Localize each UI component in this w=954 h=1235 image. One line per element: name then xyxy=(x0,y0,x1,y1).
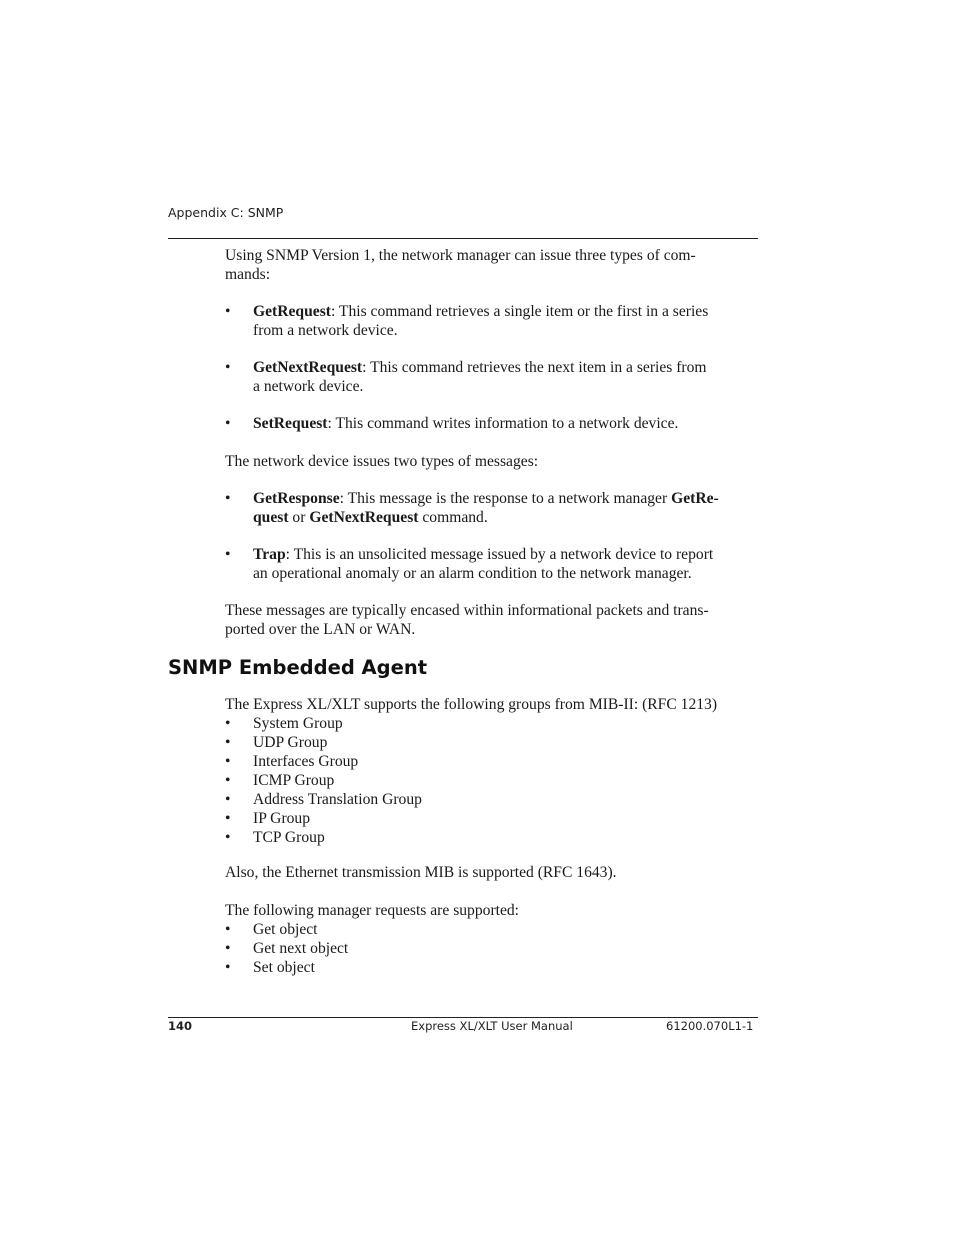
mib-group-item-label: Interfaces Group xyxy=(253,753,359,770)
ethernet-text: Also, the Ethernet transmission MIB is supported (RFC 1643). xyxy=(225,864,617,881)
encased-line-1: These messages are typically encased within informational packets and trans- xyxy=(225,602,709,619)
message-name: Trap xyxy=(253,546,286,563)
bullet-mark: • xyxy=(225,546,231,563)
mib-group-item xyxy=(225,828,760,847)
mib-group-item xyxy=(225,809,760,828)
bullet-mark: • xyxy=(225,753,231,770)
messages-intro-text: The network device issues two types of messages: xyxy=(225,453,539,470)
section-heading: SNMP Embedded Agent xyxy=(168,656,428,679)
mib-group-item-label: ICMP Group xyxy=(253,772,335,789)
mib-group-item-label: IP Group xyxy=(253,810,311,827)
mib-group-item xyxy=(225,714,760,733)
requests-block xyxy=(225,901,760,977)
mib-group-item-label: TCP Group xyxy=(253,829,325,846)
separator: : xyxy=(339,490,348,507)
intro-paragraph xyxy=(225,246,760,284)
bullet-mark: • xyxy=(225,959,231,976)
bullet-mark: • xyxy=(225,734,231,751)
mib-group-item xyxy=(225,733,760,752)
bullet-mark: • xyxy=(225,490,231,507)
mib-group-item xyxy=(225,771,760,790)
separator: : xyxy=(330,303,339,320)
bullet-mark: • xyxy=(225,772,231,789)
command-desc-line-1: This command retrieves a single item or the first in a series xyxy=(338,303,709,320)
intro-line-2: mands: xyxy=(225,266,271,283)
page-number: 140 xyxy=(168,1019,193,1033)
encased-paragraph xyxy=(225,601,760,639)
message-desc-line-1: This is an unsolicited message issued by a network device to report xyxy=(293,546,714,563)
command-item-getnextrequest xyxy=(225,358,760,396)
manager-request-item xyxy=(225,920,760,939)
message-item-getresponse xyxy=(225,489,760,527)
bullet-mark: • xyxy=(225,810,231,827)
bullet-mark: • xyxy=(225,359,231,376)
bullet-mark: • xyxy=(225,829,231,846)
doc-number: 61200.070L1-1 xyxy=(666,1019,754,1033)
bold-term: quest xyxy=(253,509,289,526)
mib-group-item xyxy=(225,752,760,771)
messages-intro xyxy=(225,452,760,471)
command-item-setrequest xyxy=(225,414,760,433)
manager-request-item xyxy=(225,958,760,977)
bullet-mark: • xyxy=(225,921,231,938)
command-name: SetRequest xyxy=(253,415,328,432)
bullet-mark: • xyxy=(225,415,231,432)
command-desc-line-1: This command writes information to a network device. xyxy=(335,415,679,432)
running-head: Appendix C: SNMP xyxy=(168,205,284,220)
footer-rule xyxy=(168,1017,758,1018)
intro-line-1: Using SNMP Version 1, the network manager can issue three types of com- xyxy=(225,247,696,264)
encased-line-2: ported over the LAN or WAN. xyxy=(225,621,416,638)
command-desc-line-2: from a network device. xyxy=(253,322,398,339)
command-desc-line-1: This command retrieves the next item in a series from xyxy=(370,359,707,376)
mib-group-item xyxy=(225,790,760,809)
command-item-getrequest xyxy=(225,302,760,340)
message-desc: or xyxy=(288,509,310,526)
mib-group-item-label: UDP Group xyxy=(253,734,328,751)
message-item-trap xyxy=(225,545,760,583)
mib-group-item-label: System Group xyxy=(253,715,343,732)
message-desc-line-2: an operational anomaly or an alarm condition to the network manager. xyxy=(253,565,692,582)
mib-group-item-label: Address Translation Group xyxy=(253,791,422,808)
message-name: GetResponse xyxy=(253,490,340,507)
command-desc-line-2: a network device. xyxy=(253,378,364,395)
bullet-mark: • xyxy=(225,715,231,732)
bullet-mark: • xyxy=(225,940,231,957)
header-rule xyxy=(168,238,758,239)
manual-title: Express XL/XLT User Manual xyxy=(411,1019,573,1033)
message-desc: This message is the response to a network manager xyxy=(347,490,672,507)
command-name: GetRequest xyxy=(253,303,331,320)
groups-intro: The Express XL/XLT supports the following groups from MIB-II: (RFC 1213) xyxy=(225,696,718,713)
separator: : xyxy=(285,546,294,563)
groups-block xyxy=(225,695,760,847)
manager-request-item-label: Set object xyxy=(253,959,315,976)
bullet-mark: • xyxy=(225,791,231,808)
groups-list xyxy=(225,714,760,847)
requests-intro: The following manager requests are supported: xyxy=(225,902,520,919)
manager-request-item-label: Get object xyxy=(253,921,318,938)
requests-list xyxy=(225,920,760,977)
bold-term: GetNextRequest xyxy=(309,509,419,526)
manager-request-item xyxy=(225,939,760,958)
separator: : xyxy=(362,359,371,376)
ethernet-paragraph xyxy=(225,863,760,882)
command-name: GetNextRequest xyxy=(253,359,363,376)
bold-term: GetRe- xyxy=(671,490,719,507)
manager-request-item-label: Get next object xyxy=(253,940,349,957)
message-desc: command. xyxy=(418,509,488,526)
bullet-mark: • xyxy=(225,303,231,320)
separator: : xyxy=(327,415,336,432)
